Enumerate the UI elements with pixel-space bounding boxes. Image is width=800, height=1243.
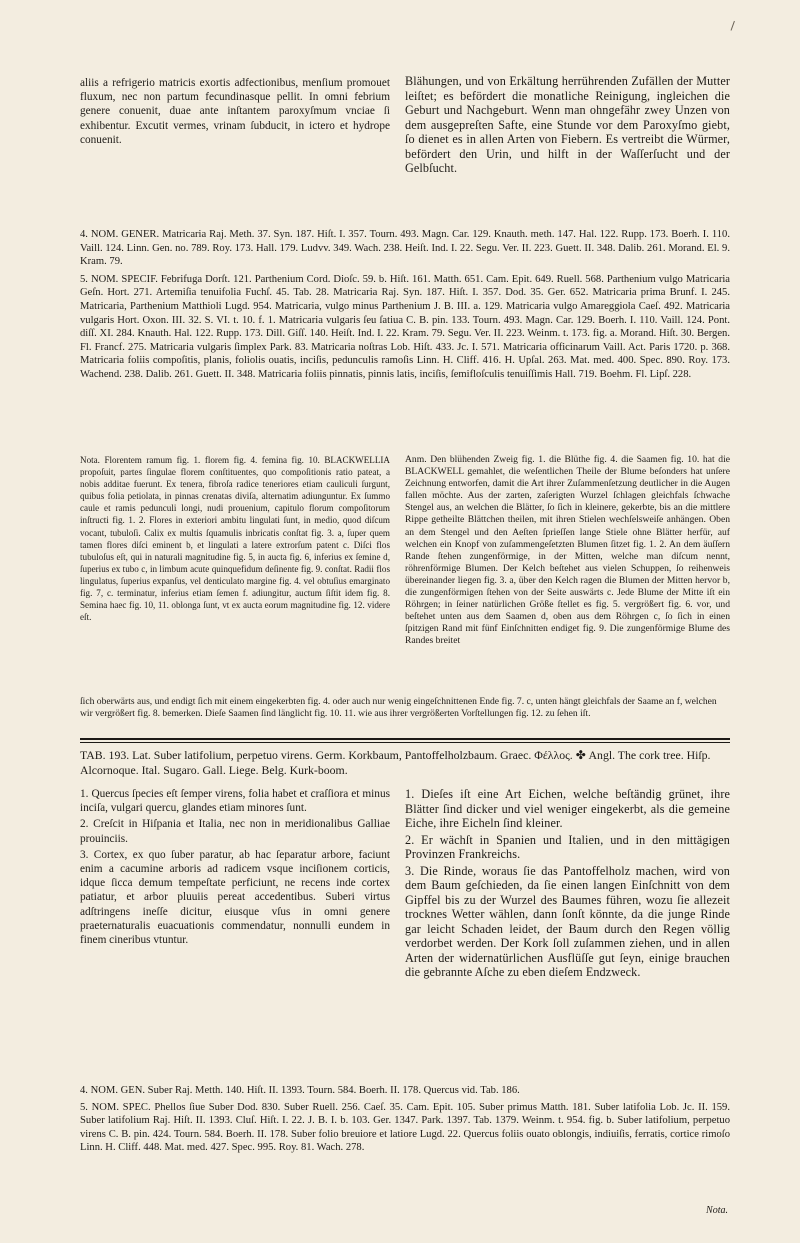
top-latin-paragraph <box>80 76 390 147</box>
top-german-paragraph <box>405 74 730 176</box>
cork-german-2: 2. Er wächſt in Spanien und Italien, und in den mittägigen Provinzen Frankreichs. <box>405 832 730 861</box>
tab-193-heading-text: TAB. 193. Lat. Suber latifolium, perpetuo virens. Germ. Korkbaum, Pantoffelholzbaum. Graec. Φέλλος. ✤ Angl. The cork tree. Hiſp. Alcornoque. Ital. Sugaro. Gall. Liege. Belg. Kurk-boom. <box>80 748 711 777</box>
cork-latin-column <box>80 787 390 947</box>
nota-german-continuation <box>80 696 730 720</box>
matricaria-species: 5. NOM. SPECIF. Febrifuga Dorſt. 121. Parthenium Cord. Dioſc. 59. b. Hiſt. 161. Matth. 651. Cam. Epit. 649. Ruell. 568. Parthenium vulgo Matricaria Geſn. Hort. 271. Artemiſia tenuifolia Fuchſ. 45. Tab. 28. Matricaria Raj. Syn. 187. Hiſt. I. 357. Dod. 35. Ger. 652. Matricaria prima Brunf. I. 245. Matricaria, Parthenium Matthioli Lugd. 954. Matricaria, vulgo minus Parthenium J. B. III. a. 129. Matricaria vulgo Amareggiola Caeſ. 492. Matricaria vulgaris Hort. Oxon. III. 32. S. VI. t. 10. f. 1. Matricaria vulgaris ſeu ſatiua C. B. pin. 133. Tourn. 493. Magn. Car. 129. Boerh. I. 110. Vaill. 124. Pont. diſſ. XI. 284. Knauth. Hal. 122. Rupp. 173. Dill. Giſſ. 140. Heiſt. Ind. I. 22. Kram. 79. Segu. Ver. II. 223. Weinm. t. 173. fig. a. Morand. Hiſt. 30. Bergen. Fl. Francf. 275. Matricaria vulgaris ſimplex Park. 83. Matricaria noſtras Lob. Hiſt. 433. Jc. I. 571. Matricaria officinarum Vaill. Act. Paris 1720. p. 368. Matricaria foliis compoſitis, planis, foliolis ouatis, inciſis, pedunculis ramoſis Linn. H. Cliff. 416. H. Upſal. 263. Mat. med. 400. Spec. 890. Roy. 173. Wachend. 238. Dalib. 261. Guett. II. 348. Matricaria foliis pinnatis, pinnis latis, inciſis, ſemifloſculis tenuiſſimis Hall. 719. Boehm. Fl. Lipſ. 228. <box>80 273 730 380</box>
matricaria-genus: 4. NOM. GENER. Matricaria Raj. Meth. 37. Syn. 187. Hiſt. I. 357. Tourn. 493. Magn. Car. 129. Knauth. meth. 147. Hal. 122. Rupp. 173. Boerh. I. 110. Vaill. 124. Linn. Gen. no. 789. Roy. 173. Hall. 179. Ludvv. 349. Wach. 238. Heiſt. Ind. I. 22. Segu. Ver. II. 223. Guett. II. 348. Dalib. 261. Morand. El. 9. Kram. 79. <box>80 229 730 268</box>
margin-mark <box>731 21 742 33</box>
nota-latin <box>80 454 390 623</box>
top-german-text: Blähungen, und von Erkältung herrührenden Zufällen der Mutter leiſtet; es befördert die monatliche Reinigung, ingleichen die Geburt und Nachgeburt. Wenn man ohngefähr zwey Unzen von dem ausgepreſten Safte, eine Stunde vor dem Paroxyſmo giebt, ſo dienet es in allen Arten von Fiebern. Es vertreibt die Würmer, befördert den Urin, und hilft in der Waſſerſucht und der Gelbſucht. <box>405 74 730 175</box>
nota-german <box>405 454 730 648</box>
nota-tail-text: ſich oberwärts aus, und endigt ſich mit einem eingekerbten fig. 4. oder auch nur wenig eingeſchnittenen Ende fig. 7. c, unten hängt gleichfals der Saame an f, welchen wir vergrößert fig. 8. bemerken. Dieſe Saamen ſind länglicht fig. 10. 11. wie aus ihrer vergrößerten Vorſtellungen fig. 12. zu ſehen iſt. <box>80 696 717 720</box>
cork-nomenclature <box>80 1084 730 1155</box>
cork-genus: 4. NOM. GEN. Suber Raj. Metth. 140. Hiſt. II. 1393. Tourn. 584. Boerh. II. 178. Quercus vid. Tab. 186. <box>80 1085 520 1096</box>
cork-latin-1: 1. Quercus ſpecies eſt ſemper virens, folia habet et craſſiora et minus inciſa, vulgari quercu, glandes etiam minores ſunt. <box>80 788 390 815</box>
cork-species: 5. NOM. SPEC. Phellos ſiue Suber Dod. 830. Suber Ruell. 256. Caeſ. 35. Cam. Epit. 105. Suber primus Matth. 181. Suber latifolia Lob. Jc. II. 159. Suber latifolium Raj. Hiſt. II. 1393. Cluſ. Hiſt. I. 22. J. B. I. b. 103. Ger. 1347. Park. 1397. Tab. 1379. Weinm. t. 954. fig. b. Suber latifolium, perpetuo virens C. B. pin. 424. Tourn. 584. Boerh. II. 178. Suber folio breuiore et latiore Lugd. 22. Quercus foliis ouato oblongis, indiuiſis, ferratis, cortice rimoſo Linn. H. Cliff. 448. Mat. med. 427. Spec. 995. Roy. 81. Wach. 278. <box>80 1101 730 1154</box>
cork-latin-2: 2. Creſcit in Hiſpania et Italia, nec non in meridionalibus Galliae prouinciis. <box>80 818 390 845</box>
nota-german-text: Anm. Den blühenden Zweig fig. 1. die Blüthe fig. 4. die Saamen fig. 10. hat die BLACKWELL gemahlet, die weſentlichen Theile der Blume beſonders hat unſere Zeichnung entworfen, damit die Art ihrer Zuſammenſetzung deutlicher in die Augen fallen möchte. Aus der zarten, zaſerigten Wurzel ſchlagen gleichfals ſchwache Stengel aus, an welchen die Blätter, ſo ſich in kleinere, gekerbte, bis an die mittlere Rippe getheilte Blättchen theilen, mit ihren Stielen wechſelsweiſe anhängen. Oben an dem Stengel und den Aeſten ſprieſſen lange Stiele ohne Blätter herfür, auf welchen ein Knopf von zuſammengeſetzten Blumen ſitzet fig. 1. 2. An dem äuſſern Rande ſtehen zungenförmige, in der Mitten, welche man diſcum nennt, röhrenförmige Blumen. Der Kelch beſtehet aus vielen Schuppen, ſo reihenweis übereinander liegen fig. 3. a, über den Kelch ragen die Blumen der Mitten hervor b, die zungenförmigen ſtehen von der Seite auswärts c. Jede Blume der Mitte iſt ein Röhrgen; in ſeiner natürlichen Größe ſtellet es fig. 5. vergrößert fig. 6. vor, und beſtehet unten aus dem Saamen d, oben aus dem Röhrgen c, ſo ſich in einen ſpitzigen Rand mit fünf Einſchnitten endiget fig. 9. Die zungenförmige Blume des Randes breitet <box>405 454 730 647</box>
cork-latin-3: 3. Cortex, ex quo ſuber paratur, ab hac ſeparatur arbore, faciunt enim a cacumine arboris ad radicem vsque inciſionem corticis, idque ſicca demum tempeſtate perficiunt, ne recens inde cortex patiatur, et arbor pluuiis pereat accedentibus. Suberi virtus adſtringens ineſſe dicitur, eiusque vſus in omni genere praeternaturalis euacuationis commendatur, nonnulli eundem in finem cineribus vtuntur. <box>80 848 390 947</box>
tab-193-heading <box>80 748 730 778</box>
top-latin-text: aliis a refrigerio matricis exortis adfectionibus, menſium promouet fluxum, nec non partum fecundinasque pellit. In omni febrium genere conuenit, duae ante inſtantem paroxyſmum vnciae ſi exhibentur. Excutit vermes, vrinam ſubducit, in ictero et hydrope conuenit. <box>80 77 390 146</box>
cork-german-column <box>405 787 730 980</box>
cork-german-1: 1. Dieſes iſt eine Art Eichen, welche beſtändig grünet, ihre Blätter ſind dicker und viel weniger eingekerbt, als die gemeine Eiche, ihre Eicheln ſind kleiner. <box>405 787 730 830</box>
catchword: Nota. <box>706 1205 728 1216</box>
cork-german-3: 3. Die Rinde, woraus ſie das Pantoffelholz machen, wird von dem Baum geſchieden, da ſie einen langen Einſchnitt von dem Gipffel bis zu der Wurzel des Baumes führen, wozu ſie allezeit trocknes Wetter wählen, dann ſonſt könnte, da die junge Rinde gar leicht Schaden leidet, der Baum durch den Regen völlig verdorbet werden. Der Kork ſoll zuſammen ziehen, und in allen Arten der widernatürlichen Ausflüſſe gut ſeyn, einige brauchen die gebrannte Aſche zu eben dieſem Endzweck. <box>405 863 730 979</box>
section-rule <box>80 738 730 740</box>
nota-latin-text: Nota. Florentem ramum fig. 1. florem fig. 4. femina fig. 10. BLACKWELLIA propoſuit, partes ſingulae florem conſtituentes, quo compoſitionis ratio pateat, a nobis additae fuerunt. Ex tenera, fibroſa radice teneriores etiam cauliculi ſurgunt, quibus folia petiolata, in pinnas crenatas diviſa, alternatim adiunguntur. Ex ſummo caule et ramis pedunculi longi, nudi prouenium, capitulo florum compoſitorum inſtructi fig. 1. 2. Flores in exteriori ambitu lingulati ſunt, in medio, quod diſcum vocant, tubuloſi. Calix ex multis ſquamulis inbricatis conſtat fig. 3. a, ſuper quem tamen flores diſci eminent b, et lingulati a latere extrorſum patent c. Diſci flos tubuloſus eſt, qui in naturali magnitudine fig. 5, in aucta fig. 6, inferius ex ſemine d, ſuperius ex tubo c, in limbum acute quinquefidum deſinente fig. 9. conſtat. Radii flos lingulatus, ſuperius expanſus, vel denticulato margine fig. 4. vel obtuſius emarginato fig. 7, c. terminatur, inferius etiam ſemen f. adiungitur, auctum ſiſtit idem fig. 8. Semina haec fig. 10, 11. oblonga ſunt, vt ex aucta eorum magnitudine fig. 12. videre eſt. <box>80 455 390 623</box>
matricaria-nomenclature <box>80 228 730 382</box>
